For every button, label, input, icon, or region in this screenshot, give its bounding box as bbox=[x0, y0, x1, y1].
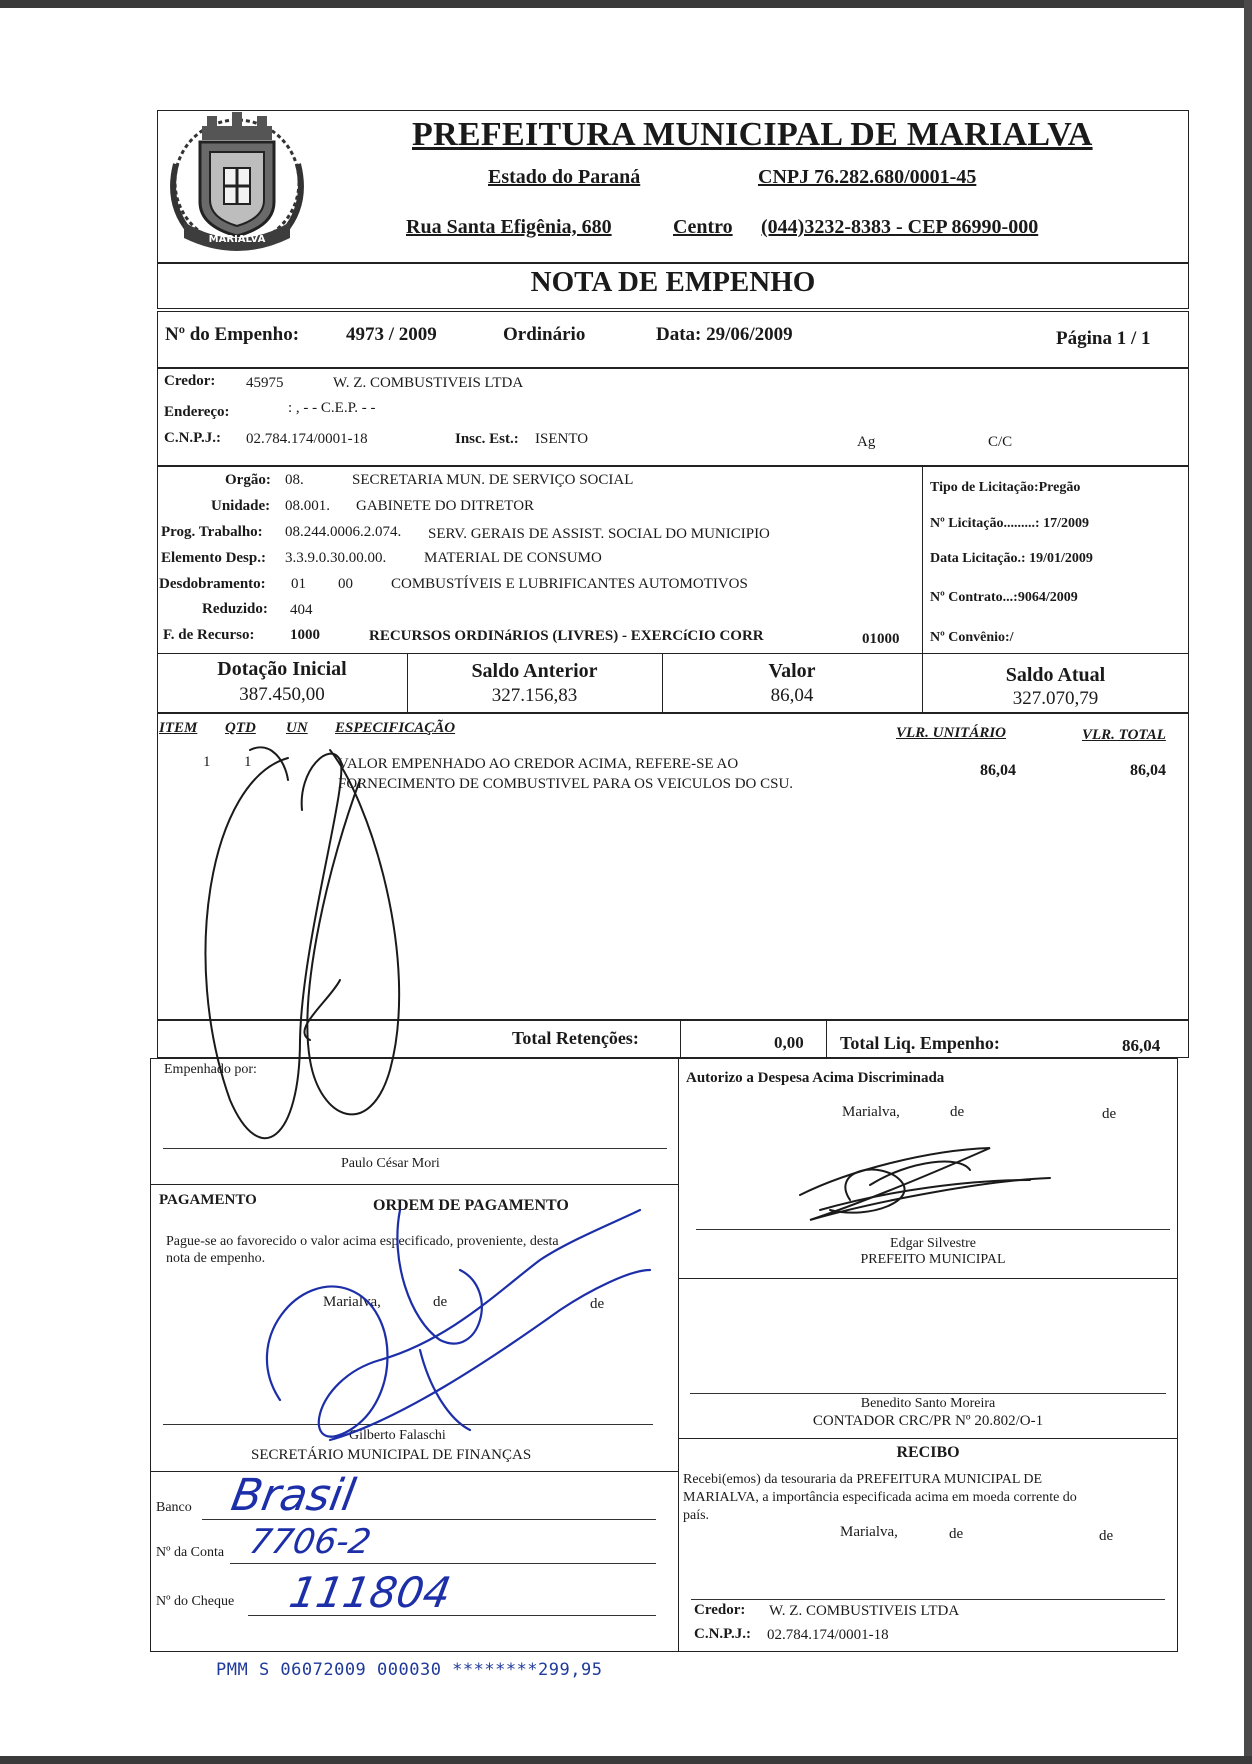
recibo-credor-name: W. Z. COMBUSTIVEIS LTDA bbox=[769, 1603, 960, 1619]
municipality-cnpj: CNPJ 76.282.680/0001-45 bbox=[758, 166, 977, 188]
item-qty: 1 bbox=[244, 754, 252, 770]
account-label: C/C bbox=[988, 434, 1013, 450]
desdobramento-a: 01 bbox=[291, 576, 306, 592]
recibo-credor-label: Credor: bbox=[694, 1602, 746, 1618]
fonte-code: 1000 bbox=[290, 627, 320, 643]
credor-cnpj-label: C.N.P.J.: bbox=[164, 430, 221, 446]
empenhado-bottom bbox=[150, 1184, 678, 1185]
totais-divider-1 bbox=[680, 1020, 681, 1058]
secretario-signature bbox=[240, 1200, 660, 1470]
item-spec-line1: VALOR EMPENHADO AO CREDOR ACIMA, REFERE-SE AO bbox=[338, 756, 739, 772]
total-retencoes-label: Total Retenções: bbox=[512, 1028, 639, 1048]
autorizo-de2: de bbox=[1102, 1106, 1117, 1122]
recibo-line-3: país. bbox=[683, 1508, 710, 1523]
insc-value: ISENTO bbox=[535, 431, 589, 447]
convenio-numero: Nº Convênio:/ bbox=[930, 630, 1014, 645]
secretario-role: SECRETÁRIO MUNICIPAL DE FINANÇAS bbox=[251, 1447, 532, 1463]
saldo-anterior-label: Saldo Anterior bbox=[471, 660, 598, 682]
scan-edge-top bbox=[0, 0, 1252, 8]
licitacao-numero: Nº Licitação.........: 17/2009 bbox=[930, 516, 1089, 531]
fonte-label: F. de Recurso: bbox=[163, 627, 255, 643]
autorizo-bottom bbox=[678, 1278, 1178, 1279]
prog-name: SERV. GERAIS DE ASSIST. SOCIAL DO MUNICIPIO bbox=[428, 526, 770, 542]
street-address: Rua Santa Efigênia, 680 bbox=[406, 216, 612, 238]
prefeito-signature bbox=[790, 1140, 1060, 1230]
conta-line bbox=[230, 1563, 656, 1564]
prefeito-role: PREFEITO MUNICIPAL bbox=[860, 1252, 1006, 1267]
fonte-name: RECURSOS ORDINáRIOS (LIVRES) - EXERCíCIO CORR bbox=[369, 628, 764, 644]
col-spec-header: ESPECIFICAÇÃO bbox=[335, 720, 456, 736]
pagamento-text-2: nota de empenho. bbox=[166, 1251, 266, 1266]
desdobramento-name: COMBUSTÍVEIS E LUBRIFICANTES AUTOMOTIVOS bbox=[391, 576, 748, 592]
processing-stamp: PMM S 06072009 000030 ********299,95 bbox=[216, 1660, 603, 1680]
banco-handwritten: Brasil bbox=[227, 1470, 360, 1521]
svg-text:MARIALVA: MARIALVA bbox=[208, 234, 266, 245]
empenhado-name: Paulo César Mori bbox=[341, 1156, 440, 1171]
pagamento-label: PAGAMENTO bbox=[159, 1192, 257, 1208]
state-name: Estado do Paraná bbox=[488, 166, 641, 188]
pagamento-bottom bbox=[150, 1471, 678, 1472]
total-liq-label: Total Liq. Empenho: bbox=[840, 1033, 1000, 1053]
contador-role: CONTADOR CRC/PR Nº 20.802/O-1 bbox=[812, 1413, 1044, 1429]
municipality-title: PREFEITURA MUNICIPAL DE MARIALVA bbox=[412, 116, 1093, 153]
address-value: : , - - C.E.P. - - bbox=[288, 400, 376, 416]
lower-divider bbox=[678, 1058, 679, 1652]
pagamento-text-1: Pague-se ao favorecido o valor acima especificado, proveniente, desta bbox=[166, 1234, 559, 1249]
fonte-extra: 01000 bbox=[862, 631, 900, 647]
contador-name: Benedito Santo Moreira bbox=[860, 1396, 996, 1411]
desdobramento-label: Desdobramento: bbox=[159, 576, 266, 592]
recibo-city: Marialva, bbox=[840, 1524, 898, 1540]
saldo-atual-value: 327.070,79 bbox=[1012, 688, 1099, 709]
prog-label: Prog. Trabalho: bbox=[161, 524, 263, 540]
dotacao-inicial-label: Dotação Inicial bbox=[217, 658, 347, 680]
doc-title: NOTA DE EMPENHO bbox=[530, 266, 816, 298]
recibo-cnpj-label: C.N.P.J.: bbox=[694, 1626, 751, 1642]
banco-label: Banco bbox=[156, 1500, 192, 1515]
prefeito-name: Edgar Silvestre bbox=[890, 1236, 976, 1251]
dotacao-divider bbox=[922, 466, 923, 654]
total-retencoes-value: 0,00 bbox=[774, 1033, 804, 1052]
recibo-label: RECIBO bbox=[896, 1444, 960, 1461]
credor-cnpj: 02.784.174/0001-18 bbox=[246, 431, 368, 447]
licitacao-data: Data Licitação.: 19/01/2009 bbox=[930, 551, 1093, 566]
pagamento-city: Marialva, bbox=[323, 1294, 381, 1310]
reduzido-value: 404 bbox=[290, 602, 313, 618]
col-un-header: UN bbox=[286, 720, 308, 736]
empenho-type: Ordinário bbox=[503, 324, 586, 345]
col-item-header: ITEM bbox=[159, 720, 198, 736]
coat-of-arms-icon bbox=[162, 104, 312, 254]
contador-signature-line bbox=[690, 1393, 1166, 1394]
reduzido-label: Reduzido: bbox=[202, 601, 268, 617]
autorizo-de1: de bbox=[950, 1104, 965, 1120]
empenhado-signature bbox=[190, 740, 430, 1170]
col-total-header: VLR. TOTAL bbox=[1082, 727, 1166, 743]
autorizo-city: Marialva, bbox=[842, 1104, 900, 1120]
totais-divider-2 bbox=[826, 1020, 827, 1058]
recibo-line-1: Recebi(emos) da tesouraria da PREFEITURA MUNICIPAL DE bbox=[683, 1472, 1043, 1487]
item-unit-value: 86,04 bbox=[980, 762, 1016, 779]
empenho-number: 4973 / 2009 bbox=[346, 324, 437, 345]
secretario-name: Gilberto Falaschi bbox=[349, 1428, 446, 1443]
agency-label: Ag bbox=[857, 434, 876, 450]
autorizo-label: Autorizo a Despesa Acima Discriminada bbox=[686, 1070, 945, 1086]
orgao-name: SECRETARIA MUN. DE SERVIÇO SOCIAL bbox=[352, 472, 634, 488]
total-liq-value: 86,04 bbox=[1122, 1036, 1161, 1055]
empenho-label: Nº do Empenho: bbox=[165, 324, 300, 345]
prog-code: 08.244.0006.2.074. bbox=[285, 524, 402, 540]
orgao-label: Orgão: bbox=[225, 472, 271, 488]
ordem-pagamento-label: ORDEM DE PAGAMENTO bbox=[373, 1197, 569, 1214]
credor-code: 45975 bbox=[246, 375, 284, 391]
address-label: Endereço: bbox=[164, 404, 230, 420]
item-number: 1 bbox=[203, 754, 211, 770]
saldo-anterior-value: 327.156,83 bbox=[491, 685, 578, 706]
recibo-de1: de bbox=[949, 1526, 964, 1542]
item-spec-line2: FORNECIMENTO DE COMBUSTIVEL PARA OS VEICULOS DO CSU. bbox=[338, 776, 794, 792]
contrato-numero: Nº Contrato...:9064/2009 bbox=[930, 590, 1078, 605]
licitacao-tipo: Tipo de Licitação:Pregão bbox=[930, 480, 1081, 495]
elemento-code: 3.3.9.0.30.00.00. bbox=[285, 550, 387, 566]
phone-cep: (044)3232-8383 - CEP 86990-000 bbox=[761, 216, 1039, 238]
item-total-value: 86,04 bbox=[1130, 762, 1166, 779]
recibo-line-2: MARIALVA, a importância especificada acima em moeda corrente do bbox=[683, 1490, 1077, 1505]
credor-name: W. Z. COMBUSTIVEIS LTDA bbox=[333, 375, 524, 391]
recibo-cnpj: 02.784.174/0001-18 bbox=[767, 1627, 889, 1643]
pagamento-de2: de bbox=[590, 1296, 605, 1312]
scan-edge-right bbox=[1244, 0, 1252, 1764]
insc-label: Insc. Est.: bbox=[455, 431, 519, 447]
saldo-atual-label: Saldo Atual bbox=[1005, 664, 1106, 686]
credor-box bbox=[157, 368, 1189, 466]
col-qtd-header: QTD bbox=[225, 720, 256, 736]
conta-label: Nº da Conta bbox=[156, 1545, 225, 1560]
empenho-date: Data: 29/06/2009 bbox=[656, 324, 793, 345]
empenhado-label: Empenhado por: bbox=[164, 1062, 257, 1077]
page-number: Página 1 / 1 bbox=[1056, 328, 1151, 349]
unidade-code: 08.001. bbox=[285, 498, 330, 514]
elemento-label: Elemento Desp.: bbox=[161, 550, 266, 566]
recibo-signature-line bbox=[691, 1599, 1165, 1600]
col-unit-header: VLR. UNITÁRIO bbox=[896, 725, 1007, 741]
desdobramento-b: 00 bbox=[338, 576, 353, 592]
cheque-handwritten: 111804 bbox=[285, 1568, 455, 1617]
pagamento-de1: de bbox=[433, 1294, 448, 1310]
scan-edge-bottom bbox=[0, 1756, 1252, 1764]
unidade-label: Unidade: bbox=[211, 498, 271, 514]
contador-bottom bbox=[678, 1438, 1178, 1439]
conta-handwritten: 7706-2 bbox=[246, 1522, 374, 1562]
unidade-name: GABINETE DO DITRETOR bbox=[356, 498, 535, 514]
valor-label: Valor bbox=[768, 660, 816, 682]
district: Centro bbox=[673, 216, 733, 238]
credor-label: Credor: bbox=[164, 373, 216, 389]
cheque-label: Nº do Cheque bbox=[156, 1594, 235, 1609]
dotacao-inicial-value: 387.450,00 bbox=[239, 684, 325, 705]
recibo-de2: de bbox=[1099, 1528, 1114, 1544]
orgao-code: 08. bbox=[285, 472, 304, 488]
valor-value: 86,04 bbox=[770, 685, 814, 706]
elemento-name: MATERIAL DE CONSUMO bbox=[424, 550, 602, 566]
